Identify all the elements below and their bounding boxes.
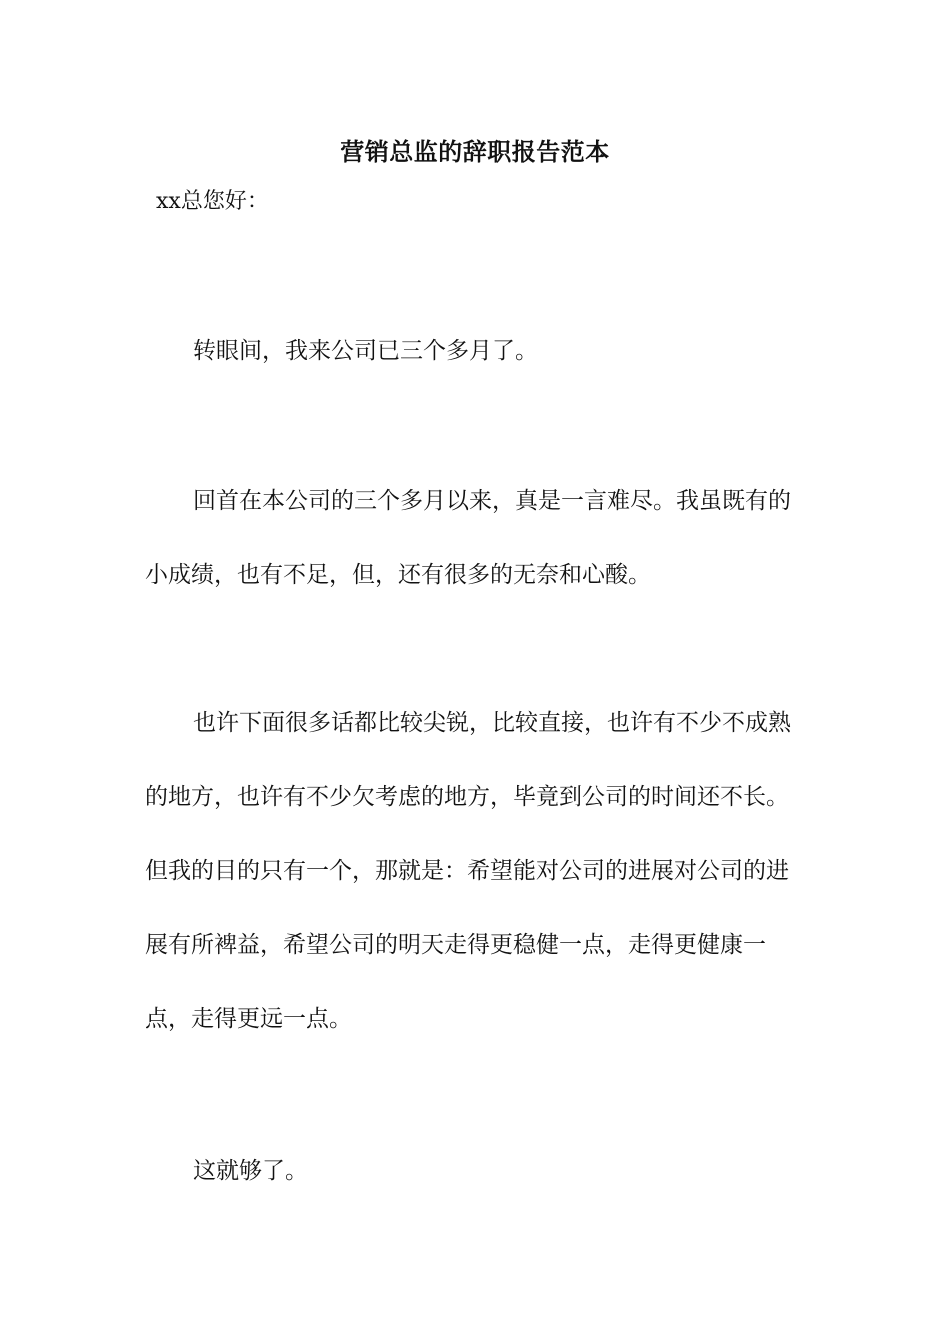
salutation: xx总您好： bbox=[156, 189, 269, 214]
paragraph-2: 回首在本公司的三个多月以来，真是一言难尽。我虽既有的小成绩，也有不足，但，还有很多的无奈和心酸。 bbox=[145, 488, 791, 588]
paragraph-1: 转眼间，我来公司已三个多月了。 bbox=[193, 338, 538, 364]
document-title: 营销总监的辞职报告范本 bbox=[340, 137, 610, 166]
paragraph-4: 这就够了。 bbox=[193, 1158, 308, 1184]
paragraph-3: 也许下面很多话都比较尖锐，比较直接，也许有不少不成熟的地方，也许有不少欠考虑的地方，毕竟到公司的时间还不长。但我的目的只有一个，那就是：希望能对公司的进展对公司的进展有所裨益，希望公司的明天走得更稳健一点，走得更健康一点，走得更远一点。 bbox=[145, 710, 791, 1032]
